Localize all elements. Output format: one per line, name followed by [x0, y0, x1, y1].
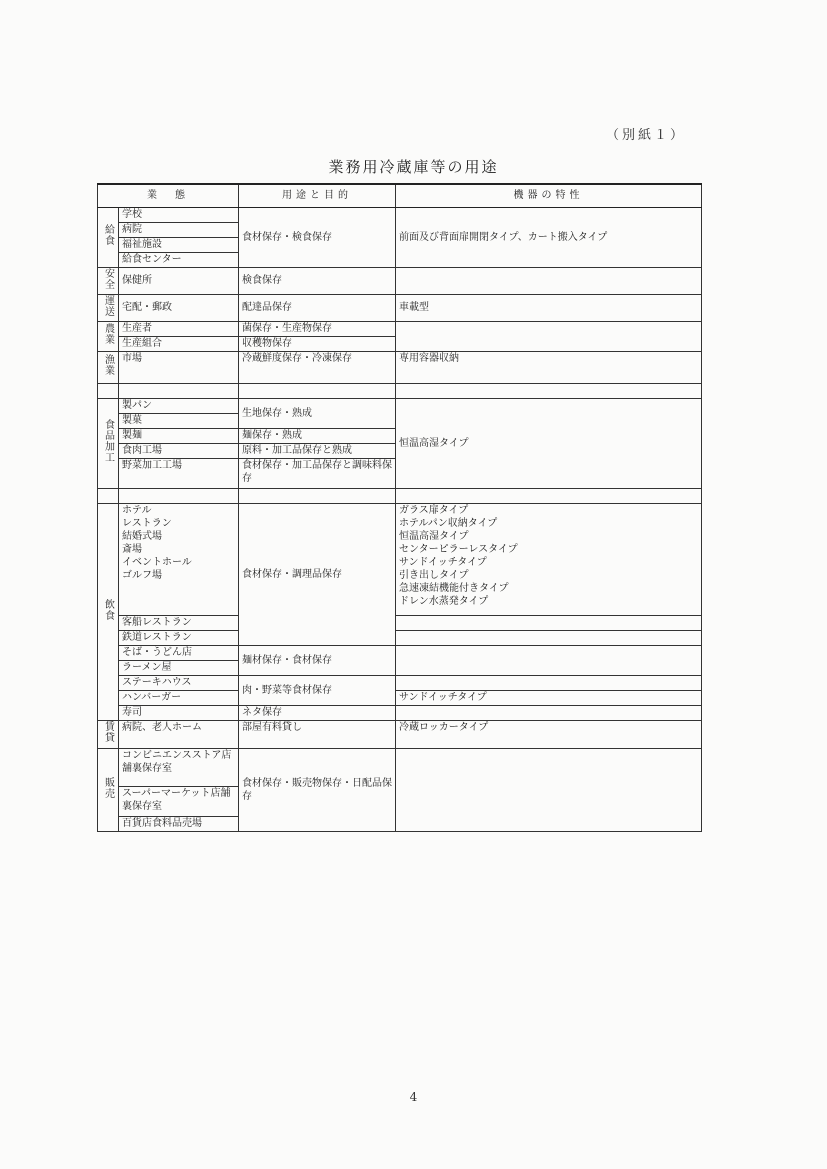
blank-cell	[239, 383, 396, 398]
business-hamburger: ハンバーガー	[119, 690, 239, 705]
purpose-yasai: 食材保存・加工品保存と調味料保存	[239, 458, 396, 488]
business-steak: ステーキハウス	[119, 675, 239, 690]
business-ramen: ラーメン屋	[119, 660, 239, 675]
feature-ichiba: 専用容器収納	[396, 351, 702, 383]
table-row	[98, 321, 702, 336]
header-purpose: 用途と目的	[239, 184, 396, 207]
business-byouin-rouj: 病院、老人ホーム	[119, 720, 239, 748]
annex-label: （別紙１）	[606, 128, 687, 143]
table-row	[98, 748, 702, 786]
purpose-kyushoku: 食材保存・検食保存	[239, 207, 396, 267]
business-gakkou: 学校	[119, 207, 239, 222]
category-unsou: 運送	[98, 294, 119, 321]
business-takuhai: 宅配・郵政	[119, 294, 239, 321]
business-soba: そば・うどん店	[119, 645, 239, 660]
business-seipan: 製パン	[119, 398, 239, 413]
business-seimen: 製麺	[119, 428, 239, 443]
purpose-ichiba: 冷蔵鮮度保存・冷凍保存	[239, 351, 396, 383]
feature-hokenjo	[396, 267, 702, 294]
usage-table	[97, 183, 702, 832]
purpose-seipan: 生地保存・熟成	[239, 398, 396, 428]
table-row	[98, 615, 702, 630]
category-gyogyou: 漁業	[98, 351, 119, 383]
business-hyakkaten: 百貨店食料品売場	[119, 816, 239, 831]
category-nougyou: 農業	[98, 321, 119, 351]
page-title: 業務用冷蔵庫等の用途	[328, 158, 499, 176]
feature-kyushoku: 前面及び背面扉開閉タイプ、カート搬入タイプ	[396, 207, 702, 267]
business-inshoku-group: ホテル レストラン 結婚式場 斎場 イベントホール ゴルフ場	[119, 503, 239, 615]
table-row	[98, 720, 702, 748]
header-business: 業 態	[98, 184, 239, 207]
category-anzen: 安全	[98, 267, 119, 294]
business-seika: 製菓	[119, 413, 239, 428]
category-hanbai: 販売	[98, 748, 119, 831]
purpose-seisansha: 菌保存・生産物保存	[239, 321, 396, 336]
blank-cell	[396, 383, 702, 398]
blank-cell	[396, 488, 702, 503]
table-row	[98, 294, 702, 321]
purpose-seimen: 麺保存・熟成	[239, 428, 396, 443]
feature-steak	[396, 675, 702, 690]
table-header-row	[98, 184, 702, 207]
feature-chintai: 冷蔵ロッカータイプ	[396, 720, 702, 748]
feature-men	[396, 645, 702, 675]
table-row	[98, 207, 702, 222]
purpose-takuhai: 配達品保存	[239, 294, 396, 321]
business-kyakusen: 客船レストラン	[119, 615, 239, 630]
feature-hamburger: サンドイッチタイプ	[396, 690, 702, 705]
business-tetsudou: 鉄道レストラン	[119, 630, 239, 645]
table-row	[98, 267, 702, 294]
blank-cell	[98, 383, 119, 398]
blank-cell	[239, 488, 396, 503]
category-kyushoku: 給食	[98, 207, 119, 267]
purpose-men: 麺材保存・食材保存	[239, 645, 396, 675]
page-number: 4	[409, 1090, 418, 1104]
purpose-chintai: 部屋有料貸し	[239, 720, 396, 748]
table-row	[98, 690, 702, 705]
feature-kyakusen	[396, 615, 702, 630]
table-row	[98, 383, 702, 398]
purpose-sushi: ネタ保存	[239, 705, 396, 720]
feature-nougyou	[396, 321, 702, 351]
purpose-niku: 肉・野菜等食材保存	[239, 675, 396, 705]
purpose-seisan-kumiai: 収穫物保存	[239, 336, 396, 351]
feature-tetsudou	[396, 630, 702, 645]
purpose-shokuniku: 原料・加工品保存と熟成	[239, 443, 396, 458]
blank-cell	[119, 488, 239, 503]
business-yasai: 野菜加工工場	[119, 458, 239, 488]
category-chintai: 賃貸	[98, 720, 119, 748]
feature-sushi	[396, 705, 702, 720]
business-super: スーパーマーケット店舗裏保存室	[119, 786, 239, 816]
business-kyushoku-center: 給食センター	[119, 252, 239, 267]
business-ichiba: 市場	[119, 351, 239, 383]
business-hokenjo: 保健所	[119, 267, 239, 294]
feature-inshoku: ガラス扉タイプ ホテルパン収納タイプ 恒温高湿タイプ センターピラーレスタイプ サンドイッチタイプ 引き出しタイプ 急速凍結機能付きタイプ ドレン水蒸発タイプ	[396, 503, 702, 615]
table-row	[98, 705, 702, 720]
feature-takuhai: 車載型	[396, 294, 702, 321]
table-row	[98, 675, 702, 690]
table-row	[98, 645, 702, 660]
feature-shokuhin: 恒温高湿タイプ	[396, 398, 702, 488]
business-byouin: 病院	[119, 222, 239, 237]
purpose-hanbai: 食材保存・販売物保存・日配品保存	[239, 748, 396, 831]
business-seisansha: 生産者	[119, 321, 239, 336]
table-row	[98, 351, 702, 383]
purpose-inshoku: 食材保存・調理品保存	[239, 503, 396, 645]
blank-cell	[98, 488, 119, 503]
category-shokuhin: 食品加工	[98, 398, 119, 488]
business-seisan-kumiai: 生産組合	[119, 336, 239, 351]
purpose-hokenjo: 検食保存	[239, 267, 396, 294]
table-row	[98, 630, 702, 645]
header-features: 機器の特性	[396, 184, 702, 207]
table-row	[98, 398, 702, 413]
business-shokuniku: 食肉工場	[119, 443, 239, 458]
category-inshoku: 飲食	[98, 503, 119, 720]
feature-hanbai	[396, 748, 702, 831]
business-sushi: 寿司	[119, 705, 239, 720]
table-row	[98, 503, 702, 615]
business-conveni: コンビニエンスストア店舗裏保存室	[119, 748, 239, 786]
blank-cell	[119, 383, 239, 398]
table-row	[98, 488, 702, 503]
business-fukushi: 福祉施設	[119, 237, 239, 252]
